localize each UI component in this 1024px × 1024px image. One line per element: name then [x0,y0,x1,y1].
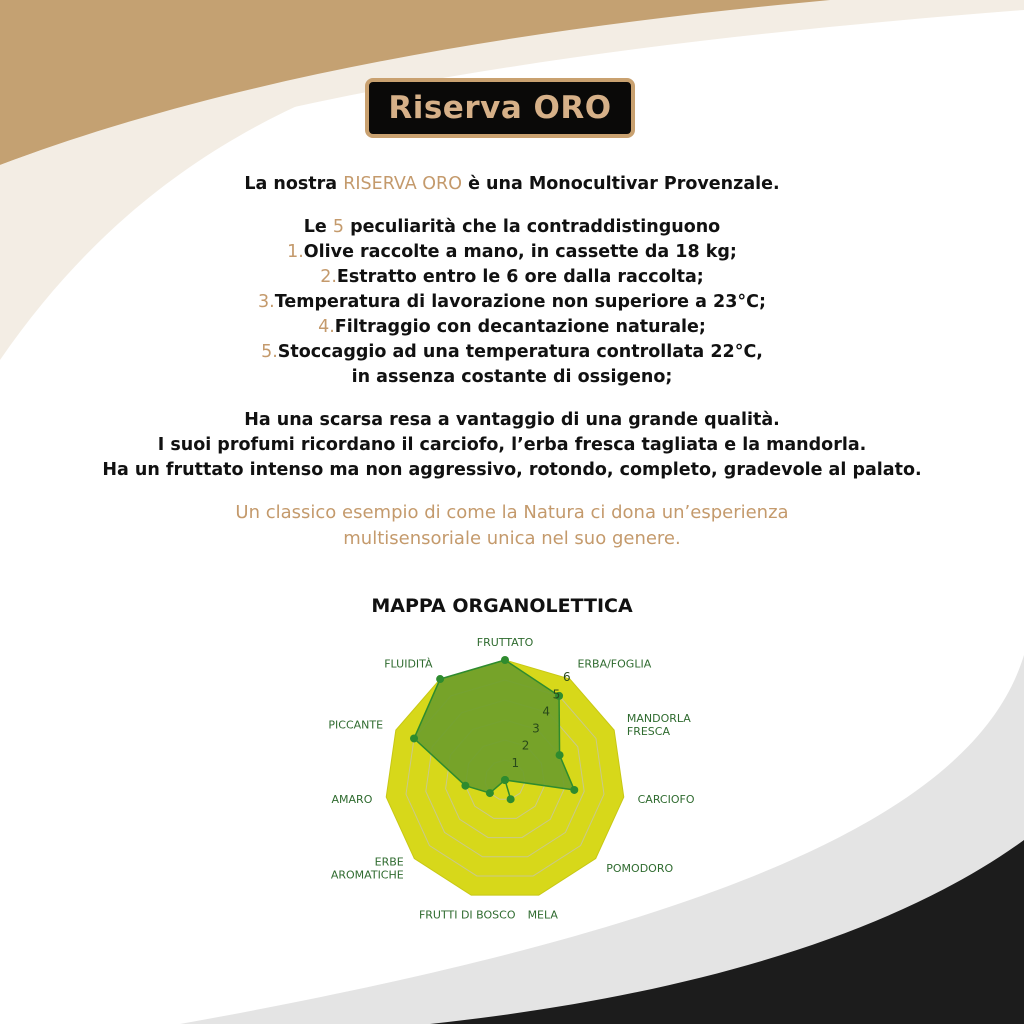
chart-title: MAPPA ORGANOLETTICA [371,595,633,617]
feature-continuation: in assenza costante di ossigeno; [351,367,673,387]
radar-axis-label: CARCIOFO [637,793,695,807]
feature-text: Filtraggio con decantazione naturale; [334,317,706,337]
radar-axis-label: ERBE AROMATICHE [330,855,404,882]
feature-text: Olive raccolte a mano, in cassette da 18 kg; [303,242,737,262]
intro-highlight: RISERVA ORO [343,174,462,194]
features-heading-prefix: Le [303,217,333,237]
radar-point [507,795,515,803]
feature-item [0,240,1024,265]
product-badge: Riserva ORO [365,78,635,138]
features-heading [0,215,1024,240]
intro-suffix: è una Monocultivar Provenzale. [462,174,780,194]
radar-tick-label: 4 [542,704,551,719]
feature-number: 4. [318,317,335,337]
radar-point [461,782,469,790]
radar-point [570,786,578,794]
quote-line: multisensoriale unica nel suo genere. [343,528,681,549]
feature-number: 3. [258,292,275,312]
radar-point [436,675,444,683]
radar-axis-label: MANDORLA FRESCA [626,711,691,738]
quote-line: Un classico esempio di come la Natura ci dona un’esperienza [235,502,789,523]
quote-text [0,500,1024,552]
features-list [0,215,1024,390]
description-line: Ha un fruttato intenso ma non aggressivo, rotondo, completo, gradevole al palato. [102,460,922,480]
radar-chart [300,628,720,928]
radar-tick-label: 6 [562,670,571,685]
features-heading-number: 5 [332,217,345,237]
features-heading-suffix: peculiarità che la contraddistinguono [344,217,721,237]
feature-item [0,290,1024,315]
radar-point [486,789,494,797]
radar-point [410,734,418,742]
feature-text: Stoccaggio ad una temperatura controllata 22°C, [277,342,763,362]
description-line: Ha una scarsa resa a vantaggio di una grande qualità. [244,410,780,430]
radar-tick-label: 5 [552,687,561,702]
feature-number: 5. [261,342,278,362]
feature-number: 1. [287,242,304,262]
feature-number: 2. [320,267,337,287]
radar-point [556,751,564,759]
radar-axis-label: FRUTTATO [476,636,534,649]
radar-tick-label: 3 [532,721,540,736]
radar-axis-label: PICCANTE [328,718,384,732]
description-line: I suoi profumi ricordano il carciofo, l’erba fresca tagliata e la mandorla. [157,435,867,455]
feature-item [0,340,1024,365]
radar-axis-label: AMARO [331,793,373,807]
intro-prefix: La nostra [244,174,344,194]
feature-item [0,265,1024,290]
feature-text: Estratto entro le 6 ore dalla raccolta; [336,267,704,287]
radar-axis-label: FLUIDITÀ [384,657,433,671]
radar-tick-label: 1 [511,755,520,770]
description-text [0,408,1024,483]
radar-axis-label: MELA [527,908,558,922]
intro-line [0,172,1024,197]
radar-point [501,656,509,664]
intro-text [0,172,1024,197]
radar-axis-label: ERBA/FOGLIA [577,657,652,671]
radar-axis-label: POMODORO [606,861,674,875]
radar-point [501,776,509,784]
feature-item [0,315,1024,340]
radar-tick-label: 2 [521,738,530,753]
radar-axis-label: FRUTTI DI BOSCO [418,908,516,922]
feature-text: Temperatura di lavorazione non superiore a 23°C; [274,292,766,312]
